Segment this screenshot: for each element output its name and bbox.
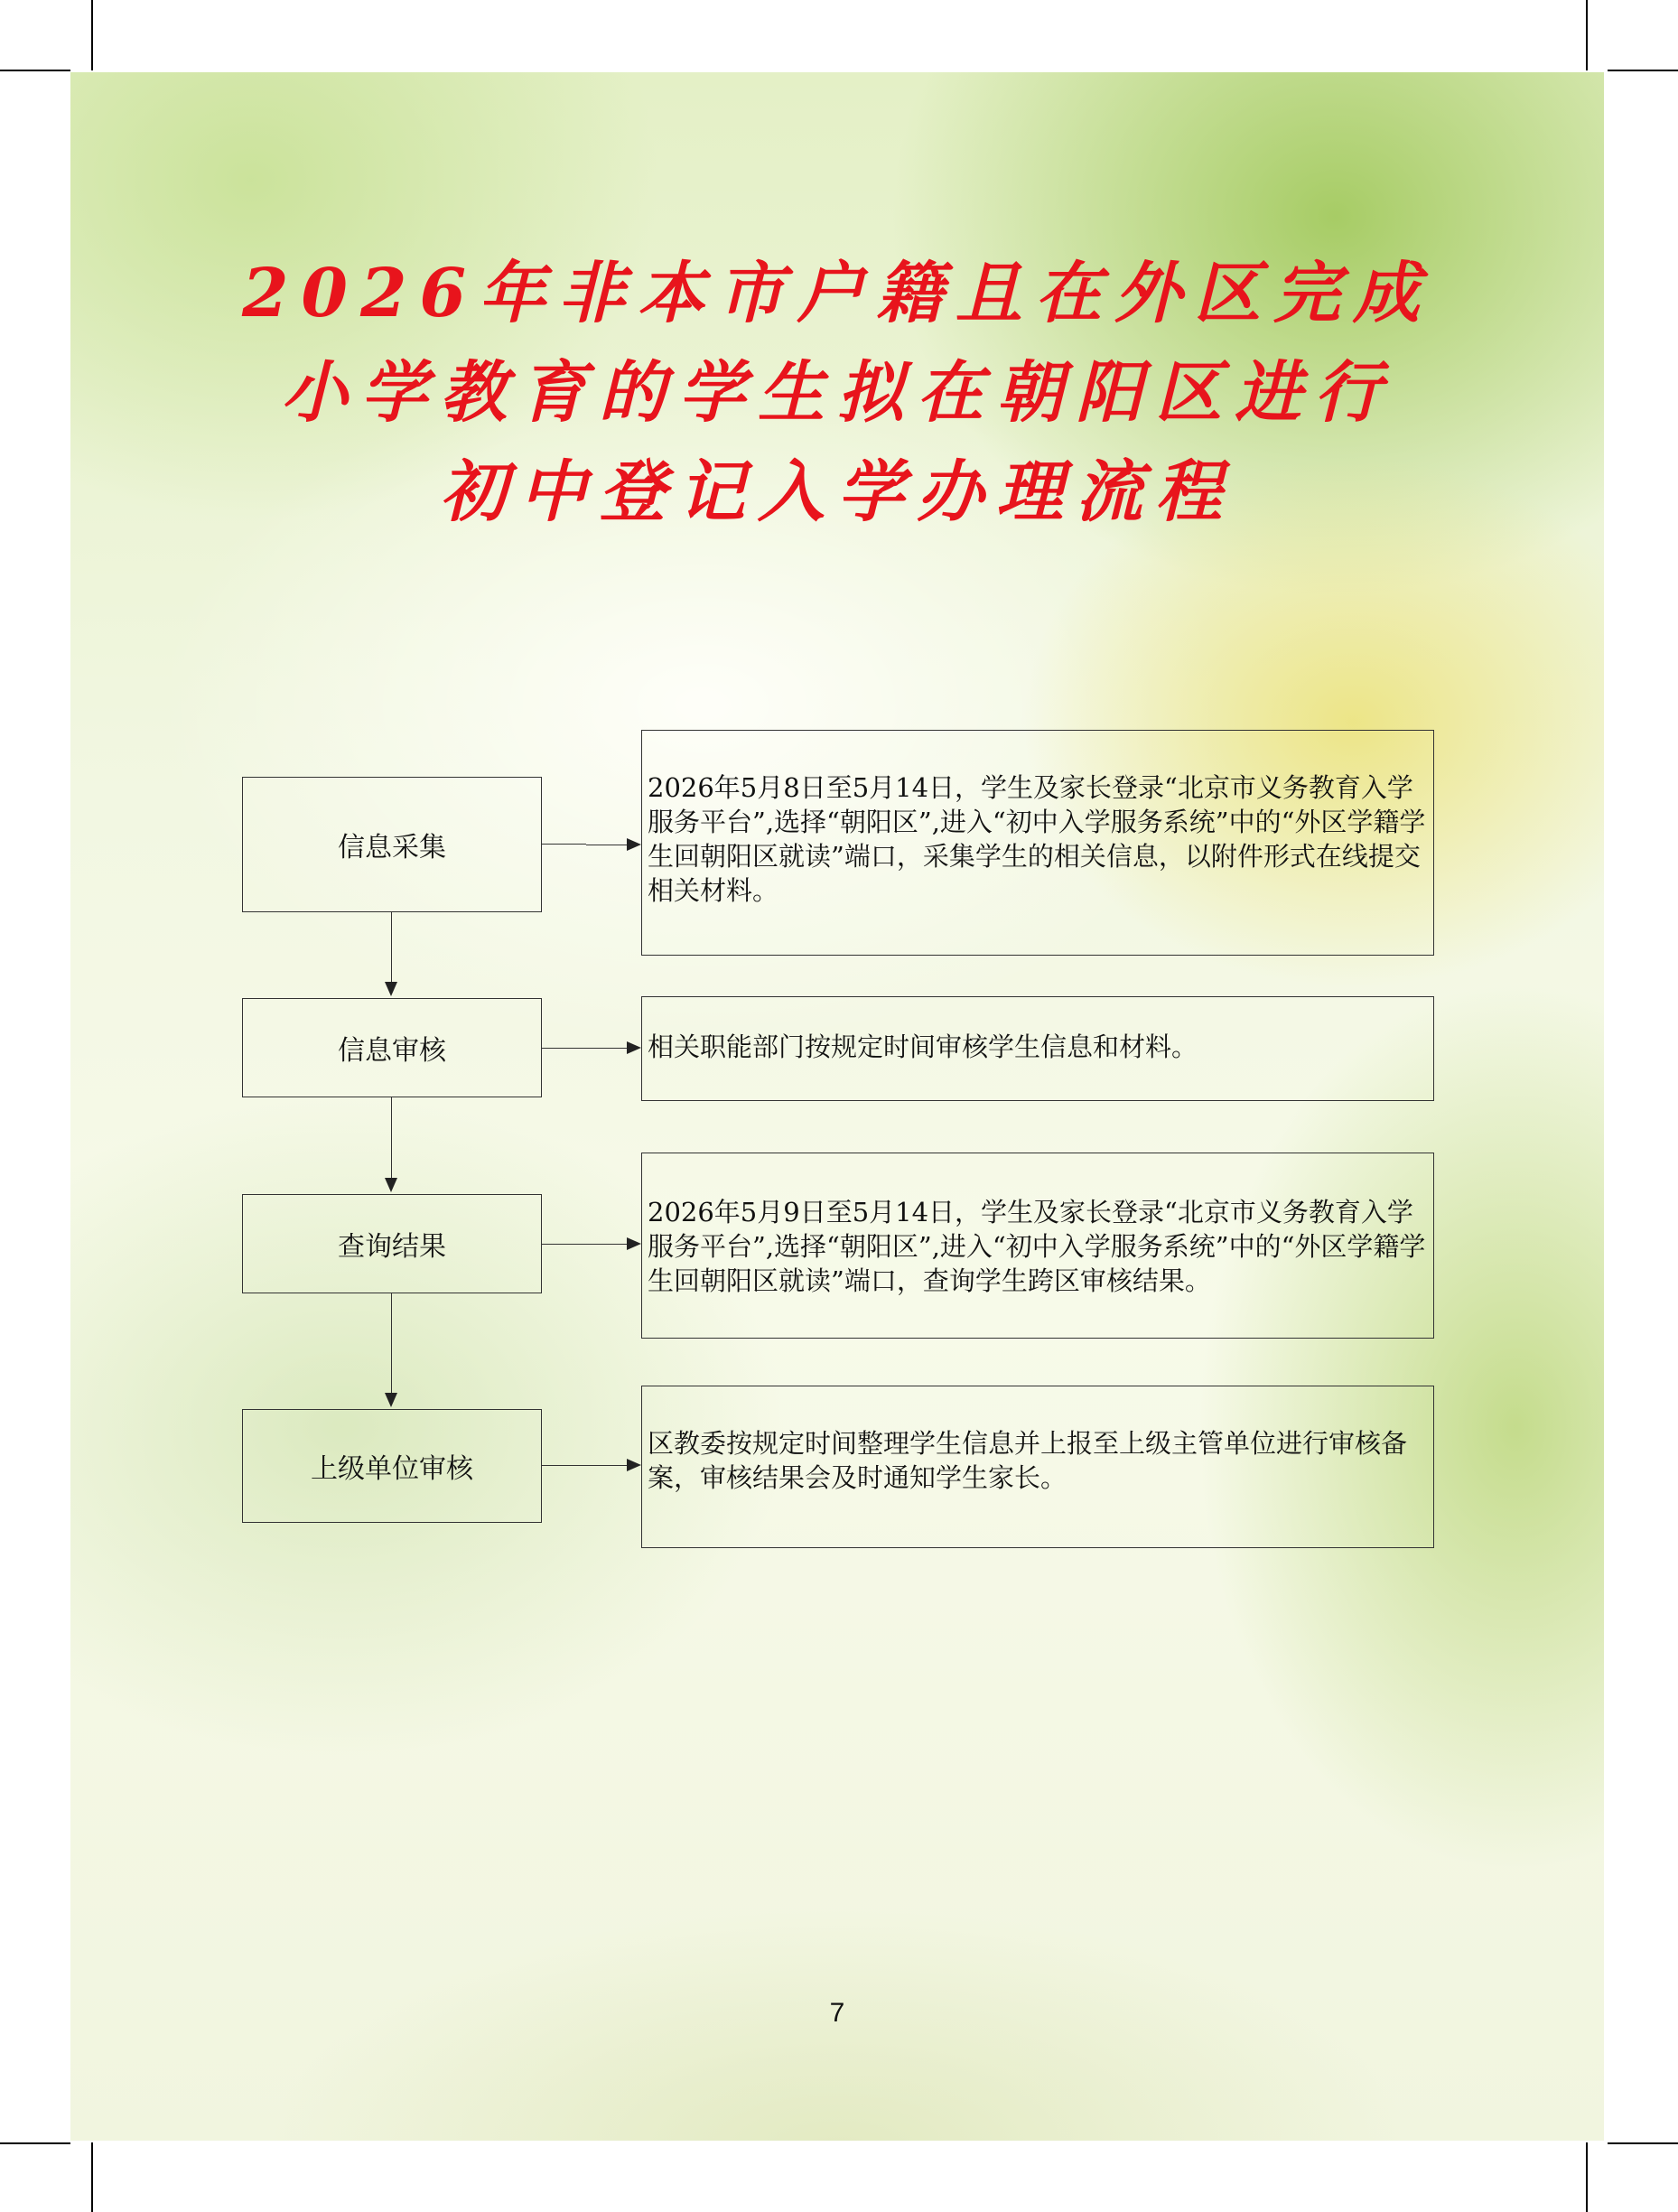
crop-mark bbox=[0, 2142, 70, 2144]
crop-mark bbox=[1586, 0, 1588, 70]
crop-mark bbox=[1586, 2142, 1588, 2212]
arrow-right-icon bbox=[627, 1459, 641, 1471]
step-description: 区教委按规定时间整理学生信息并上报至上级主管单位进行审核备案，审核结果会及时通知学生家长。 bbox=[648, 1428, 1408, 1493]
connector-line bbox=[391, 1097, 392, 1180]
title-line-1: 2026年非本市户籍且在外区完成 bbox=[242, 255, 1432, 332]
step-label: 信息审核 bbox=[338, 1035, 446, 1067]
crop-mark bbox=[1608, 70, 1678, 71]
arrow-right-icon bbox=[627, 1041, 641, 1054]
step-box-info-collection bbox=[242, 777, 542, 912]
step-label: 查询结果 bbox=[338, 1231, 446, 1263]
step-box-superior-review bbox=[242, 1409, 542, 1523]
crop-mark bbox=[0, 70, 70, 71]
arrow-right-icon bbox=[627, 838, 641, 851]
title-line-2: 小学教育的学生拟在朝阳区进行 bbox=[281, 354, 1394, 432]
crop-mark bbox=[91, 0, 93, 70]
page-number: 7 bbox=[829, 1998, 845, 2028]
arrow-down-icon bbox=[385, 1393, 397, 1407]
step-box-info-review bbox=[242, 998, 542, 1097]
connector-line bbox=[541, 1048, 627, 1049]
arrow-down-icon bbox=[385, 1178, 397, 1192]
step-description-box bbox=[641, 730, 1434, 956]
connector-line bbox=[541, 1244, 627, 1245]
step-label: 上级单位审核 bbox=[311, 1453, 473, 1485]
page bbox=[70, 72, 1604, 2141]
arrow-right-icon bbox=[627, 1237, 641, 1250]
step-description-box bbox=[641, 1153, 1434, 1339]
connector-line bbox=[391, 1293, 392, 1395]
step-description: 2026年5月8日至5月14日，学生及家长登录“北京市义务教育入学服务平台”,选择“朝阳区”,进入“初中入学服务系统”中的“外区学籍学生回朝阳区就读”端口，采集学生的相关信息，以附件形式在线提交相关材料。 bbox=[648, 772, 1426, 906]
arrow-down-icon bbox=[385, 982, 397, 996]
crop-mark bbox=[91, 2142, 93, 2212]
connector-line bbox=[541, 844, 586, 845]
crop-mark bbox=[1608, 2142, 1678, 2144]
step-description-box bbox=[641, 1386, 1434, 1548]
connector-line bbox=[541, 1465, 627, 1466]
title-line-3: 初中登记入学办理流程 bbox=[440, 453, 1235, 531]
connector-line bbox=[391, 911, 392, 984]
step-description: 2026年5月9日至5月14日，学生及家长登录“北京市义务教育入学服务平台”,选择“朝阳区”,进入“初中入学服务系统”中的“外区学籍学生回朝阳区就读”端口，查询学生跨区审核结果。 bbox=[648, 1197, 1426, 1296]
step-description: 相关职能部门按规定时间审核学生信息和材料。 bbox=[648, 1031, 1198, 1062]
step-label: 信息采集 bbox=[338, 832, 446, 863]
page-title bbox=[70, 244, 1604, 542]
step-description-box bbox=[641, 996, 1434, 1101]
step-box-query-result bbox=[242, 1194, 542, 1293]
